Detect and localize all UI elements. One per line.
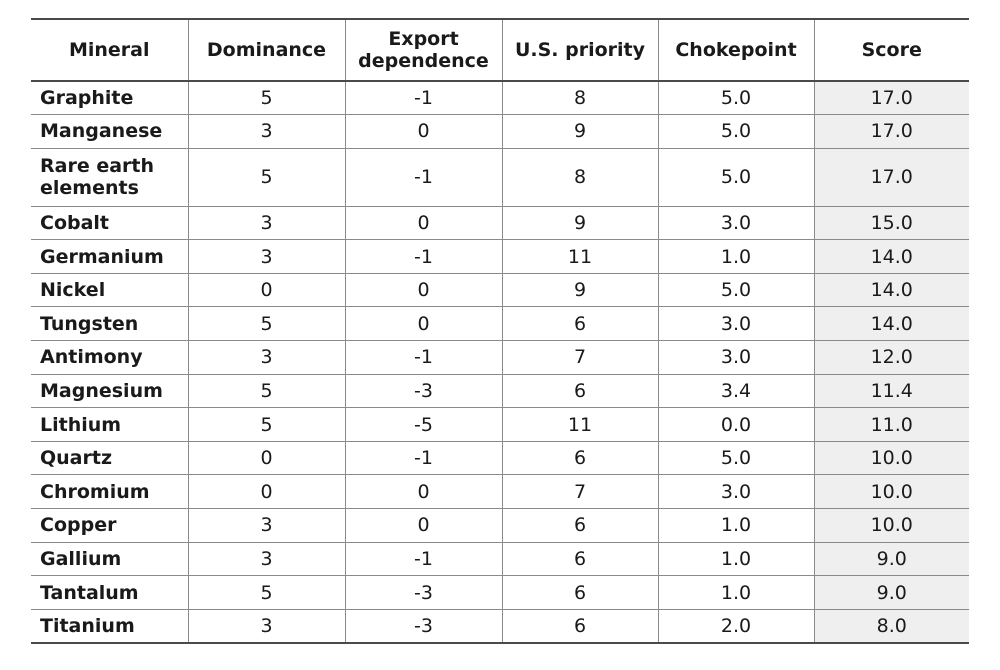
table-row [31, 115, 969, 149]
table-row [31, 148, 969, 206]
header-export-line1: Export [388, 28, 459, 50]
cell-dominance: 5 [188, 307, 345, 341]
cell-us-priority: 6 [502, 609, 658, 643]
table-row [31, 576, 969, 610]
cell-chokepoint: 2.0 [658, 609, 814, 643]
cell-chokepoint: 1.0 [658, 240, 814, 274]
cell-score: 8.0 [814, 609, 969, 643]
cell-chokepoint: 3.0 [658, 206, 814, 240]
cell-chokepoint: 3.0 [658, 341, 814, 375]
mineral-score-table [31, 18, 969, 644]
cell-mineral: Tungsten [40, 312, 139, 335]
cell-mineral-line2: elements [40, 177, 139, 200]
cell-us-priority: 11 [502, 408, 658, 442]
cell-dominance: 5 [188, 81, 345, 115]
cell-score: 11.4 [814, 374, 969, 408]
cell-mineral: Cobalt [40, 211, 110, 234]
table-row [31, 273, 969, 307]
cell-chokepoint: 3.0 [658, 307, 814, 341]
cell-score: 15.0 [814, 206, 969, 240]
table-body [31, 81, 969, 643]
table-row [31, 240, 969, 274]
header-export-line2: dependence [358, 50, 489, 72]
table-row [31, 408, 969, 442]
table-row [31, 441, 969, 475]
header-mineral: Mineral [68, 39, 150, 61]
cell-mineral-line1: Rare earth [40, 155, 155, 178]
cell-export-dependence: -1 [345, 240, 502, 274]
cell-dominance: 3 [188, 341, 345, 375]
header-score: Score [814, 19, 969, 81]
cell-mineral: Quartz [40, 447, 113, 470]
cell-mineral: Antimony [40, 346, 143, 369]
cell-score: 17.0 [814, 115, 969, 149]
cell-score: 14.0 [814, 240, 969, 274]
cell-score: 14.0 [814, 307, 969, 341]
cell-score: 17.0 [814, 81, 969, 115]
cell-mineral: Gallium [40, 547, 122, 570]
cell-mineral [31, 148, 188, 206]
cell-us-priority: 6 [502, 576, 658, 610]
cell-score: 17.0 [814, 148, 969, 206]
cell-export-dependence: -5 [345, 408, 502, 442]
cell-us-priority: 6 [502, 307, 658, 341]
table-row [31, 206, 969, 240]
cell-export-dependence: -1 [345, 542, 502, 576]
cell-mineral: Tantalum [40, 581, 139, 604]
cell-us-priority: 9 [502, 115, 658, 149]
cell-us-priority: 7 [502, 341, 658, 375]
cell-score: 14.0 [814, 273, 969, 307]
cell-export-dependence: 0 [345, 273, 502, 307]
header-chokepoint: Chokepoint [658, 19, 814, 81]
header-export-dependence [345, 19, 502, 81]
cell-export-dependence: 0 [345, 475, 502, 509]
cell-mineral: Lithium [40, 413, 122, 436]
cell-dominance: 5 [188, 576, 345, 610]
cell-export-dependence: -1 [345, 341, 502, 375]
cell-us-priority: 11 [502, 240, 658, 274]
cell-dominance: 3 [188, 206, 345, 240]
cell-export-dependence: -3 [345, 374, 502, 408]
cell-mineral: Germanium [40, 245, 164, 268]
cell-dominance: 0 [188, 441, 345, 475]
cell-mineral: Titanium [40, 614, 135, 637]
cell-dominance: 5 [188, 148, 345, 206]
cell-score: 10.0 [814, 475, 969, 509]
cell-chokepoint: 1.0 [658, 576, 814, 610]
table-row [31, 509, 969, 543]
cell-export-dependence: 0 [345, 206, 502, 240]
table-row [31, 374, 969, 408]
table-row [31, 609, 969, 643]
cell-us-priority: 8 [502, 148, 658, 206]
table-header [31, 19, 969, 81]
cell-dominance: 3 [188, 115, 345, 149]
cell-mineral: Copper [40, 514, 117, 537]
cell-chokepoint: 5.0 [658, 441, 814, 475]
cell-score: 10.0 [814, 509, 969, 543]
cell-mineral: Manganese [40, 120, 163, 143]
cell-us-priority: 8 [502, 81, 658, 115]
cell-dominance: 5 [188, 374, 345, 408]
cell-us-priority: 6 [502, 374, 658, 408]
cell-dominance: 3 [188, 240, 345, 274]
header-us-priority: U.S. priority [502, 19, 658, 81]
cell-export-dependence: 0 [345, 509, 502, 543]
cell-export-dependence: -1 [345, 148, 502, 206]
cell-chokepoint: 5.0 [658, 115, 814, 149]
cell-chokepoint: 3.4 [658, 374, 814, 408]
table-row [31, 81, 969, 115]
cell-score: 9.0 [814, 542, 969, 576]
cell-us-priority: 7 [502, 475, 658, 509]
cell-chokepoint: 1.0 [658, 542, 814, 576]
cell-chokepoint: 5.0 [658, 81, 814, 115]
mineral-score-table-container [31, 18, 969, 644]
cell-mineral: Chromium [40, 480, 150, 503]
cell-dominance: 3 [188, 609, 345, 643]
cell-score: 10.0 [814, 441, 969, 475]
cell-export-dependence: -1 [345, 81, 502, 115]
cell-chokepoint: 1.0 [658, 509, 814, 543]
cell-export-dependence: -1 [345, 441, 502, 475]
cell-export-dependence: -3 [345, 576, 502, 610]
cell-score: 12.0 [814, 341, 969, 375]
cell-dominance: 3 [188, 509, 345, 543]
cell-dominance: 3 [188, 542, 345, 576]
header-row [31, 19, 969, 81]
cell-export-dependence: 0 [345, 307, 502, 341]
table-row [31, 341, 969, 375]
cell-export-dependence: 0 [345, 115, 502, 149]
table-row [31, 542, 969, 576]
cell-us-priority: 6 [502, 509, 658, 543]
cell-chokepoint: 0.0 [658, 408, 814, 442]
cell-us-priority: 9 [502, 206, 658, 240]
cell-chokepoint: 5.0 [658, 273, 814, 307]
cell-chokepoint: 5.0 [658, 148, 814, 206]
cell-us-priority: 6 [502, 542, 658, 576]
table-row [31, 307, 969, 341]
cell-mineral: Magnesium [40, 379, 163, 402]
header-dominance: Dominance [188, 19, 345, 81]
cell-score: 11.0 [814, 408, 969, 442]
cell-dominance: 0 [188, 475, 345, 509]
cell-us-priority: 6 [502, 441, 658, 475]
table-row [31, 475, 969, 509]
cell-mineral: Nickel [40, 279, 106, 302]
cell-score: 9.0 [814, 576, 969, 610]
cell-mineral: Graphite [40, 87, 134, 110]
cell-chokepoint: 3.0 [658, 475, 814, 509]
cell-dominance: 5 [188, 408, 345, 442]
cell-export-dependence: -3 [345, 609, 502, 643]
cell-dominance: 0 [188, 273, 345, 307]
cell-us-priority: 9 [502, 273, 658, 307]
